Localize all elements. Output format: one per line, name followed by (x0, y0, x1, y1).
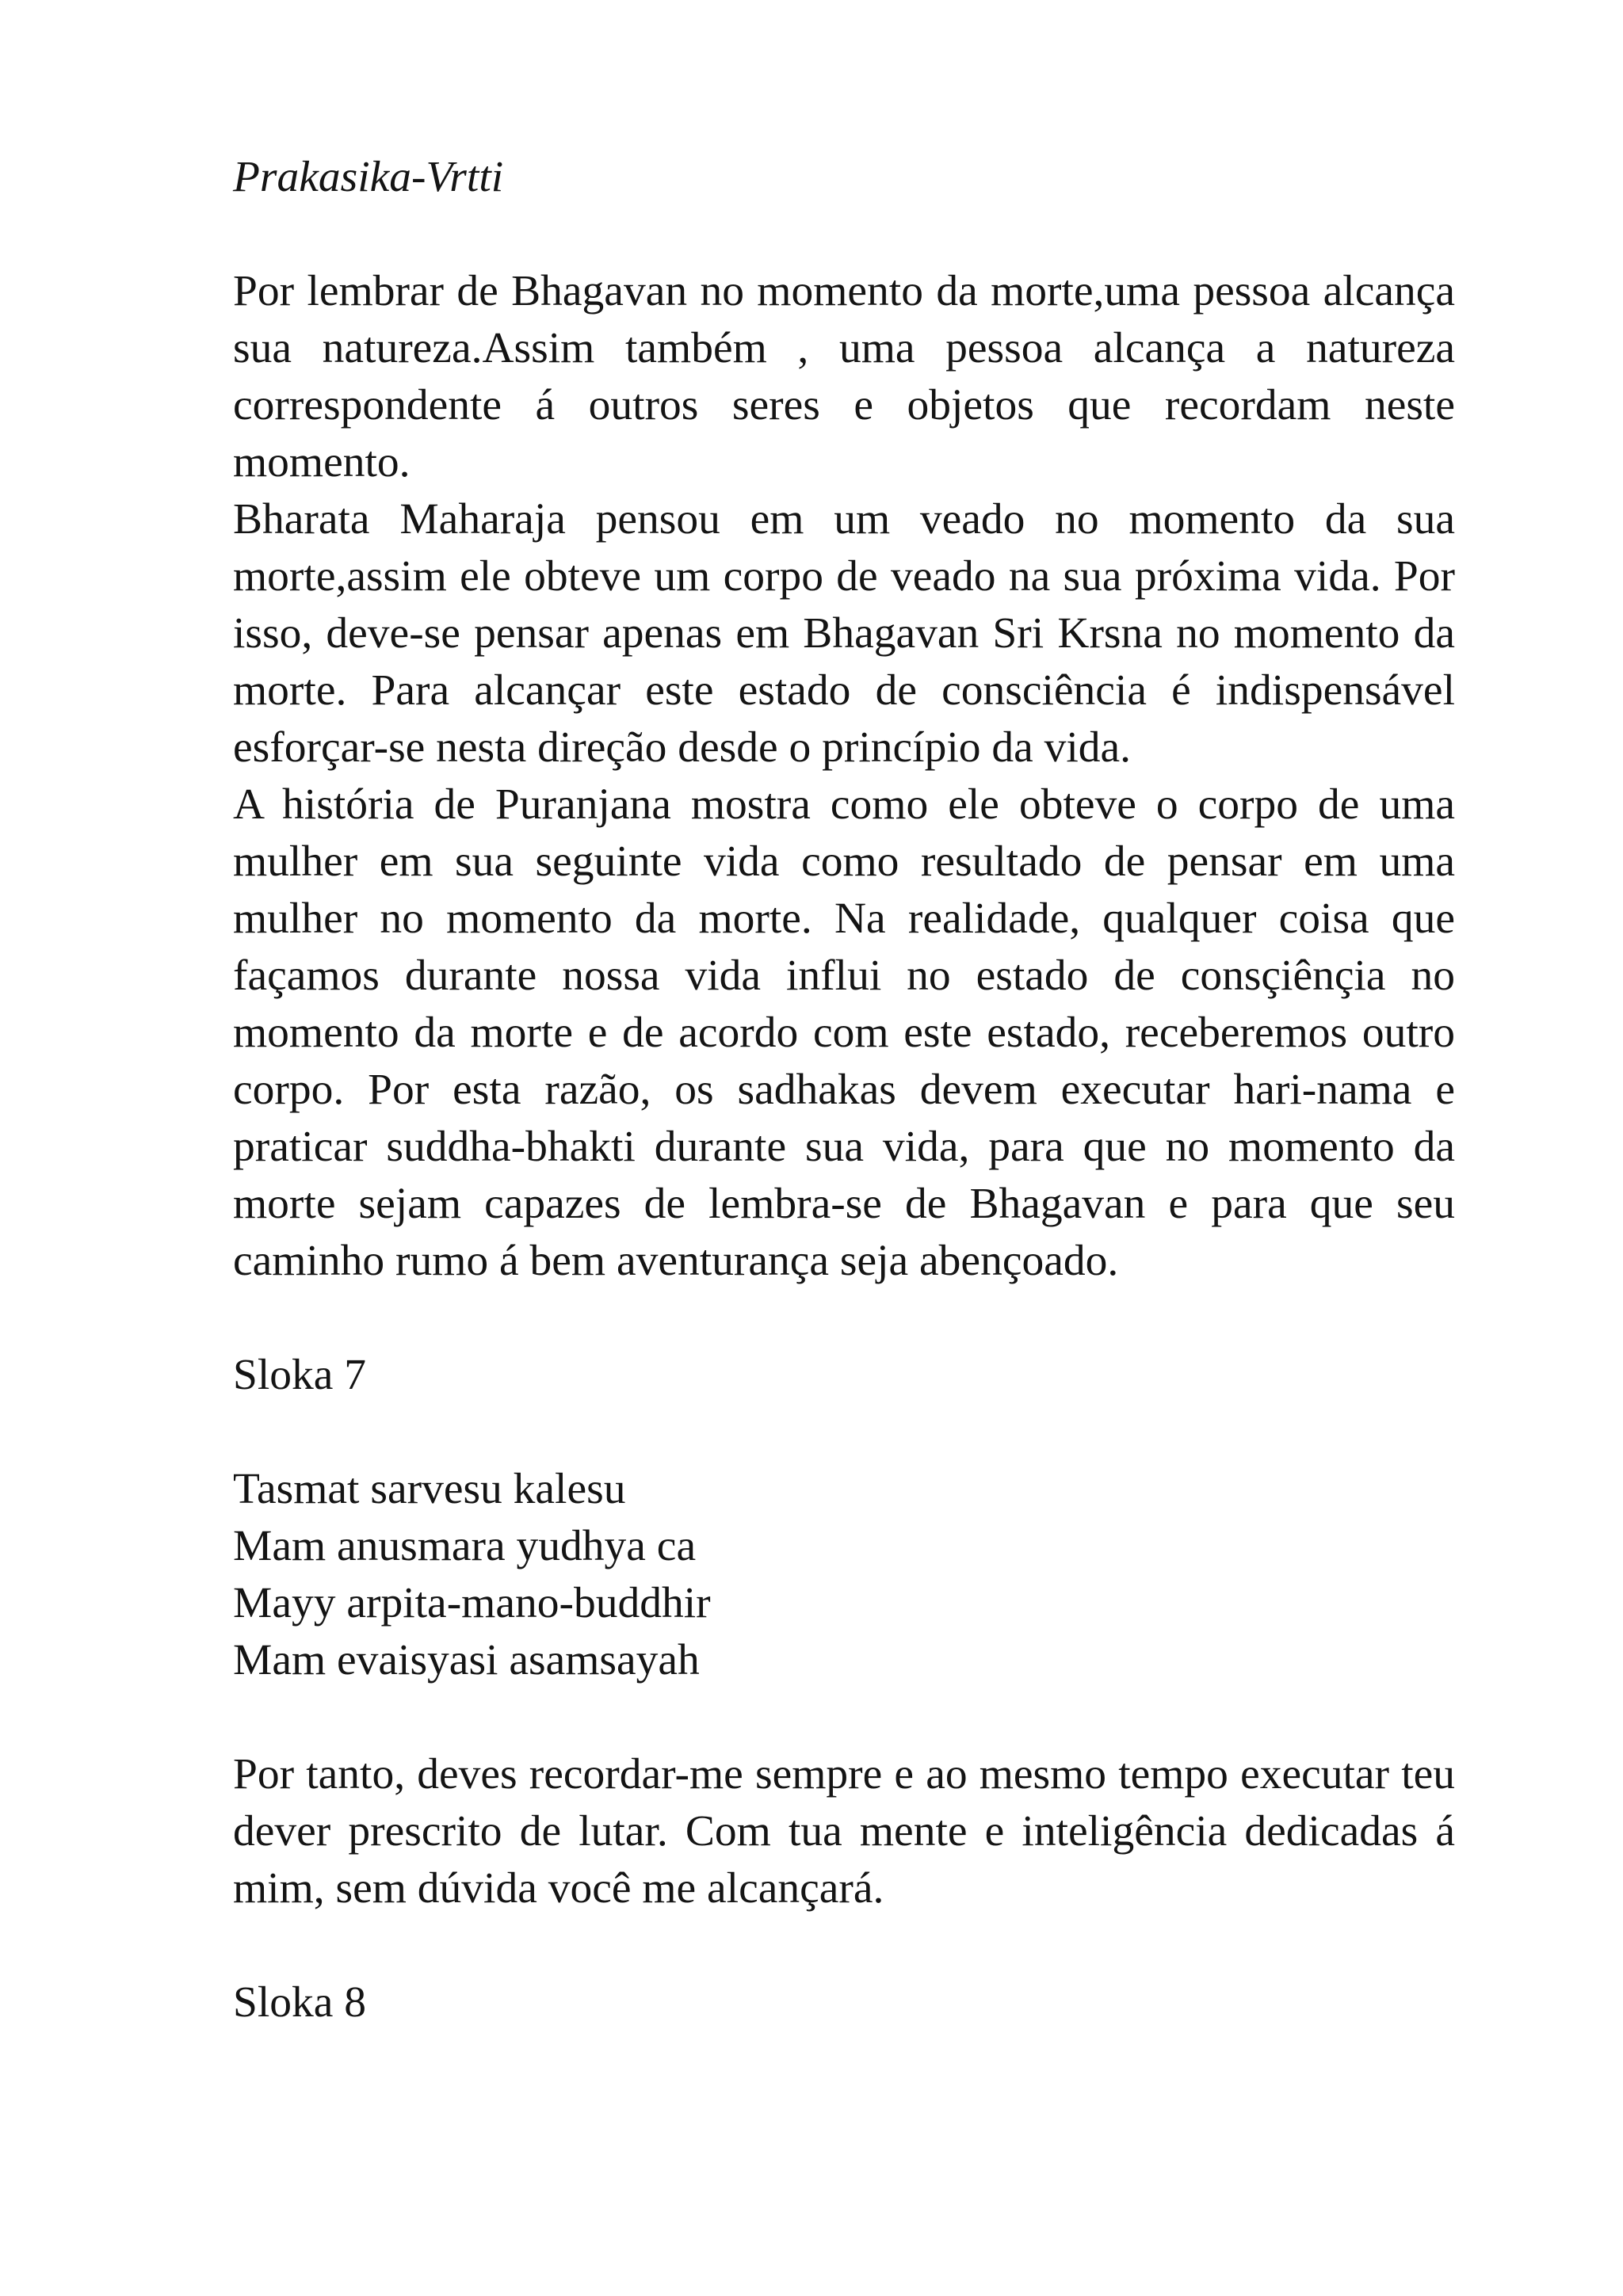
verse-line: Mayy arpita-mano-buddhir (233, 1579, 711, 1627)
sloka-7-heading: Sloka 7 (233, 1351, 367, 1399)
section-title: Prakasika-Vrtti (233, 153, 504, 201)
sloka-7-translation: Por tanto, deves recordar-me sempre e ao mesmo tempo executar teu dever prescrito de lutar. Com tua mente e inteligência dedicadas á mim, sem dúvida você me alcançará. (233, 1750, 1455, 1913)
document-page (233, 149, 1455, 2088)
sloka-7-verse (233, 1461, 1455, 1689)
commentary-paragraph-3: A história de Puranjana mostra como ele obteve o corpo de uma mulher em sua seguinte vida como resultado de pensar em uma mulher no momento da morte. Na realidade, qualquer coisa que façamos durante nossa vida influi no estado de consçiênçia no momento da morte e de acordo com este estado, receberemos outro corpo. Por esta razão, os sadhakas devem executar hari-nama e praticar suddha-bhakti durante sua vida, para que no momento da morte sejam capazes de lembra-se de Bhagavan e para que seu caminho rumo á bem aventurança seja abençoado. (233, 780, 1455, 1285)
verse-line: Mam anusmara yudhya ca (233, 1522, 697, 1570)
verse-line: Tasmat sarvesu kalesu (233, 1465, 626, 1513)
commentary-paragraph-2: Bharata Maharaja pensou em um veado no momento da sua morte,assim ele obteve um corpo de veado na sua próxima vida. Por isso, deve-se pensar apenas em Bhagavan Sri Krsna no momento da morte. Para alcançar este estado de consciência é indispensável esforçar-se nesta direção desde o princípio da vida. (233, 495, 1455, 772)
verse-line: Mam evaisyasi asamsayah (233, 1636, 700, 1684)
commentary-paragraph-1: Por lembrar de Bhagavan no momento da morte,uma pessoa alcança sua natureza.Assim também , uma pessoa alcança a natureza correspondente á outros seres e objetos que recordam neste momento. (233, 267, 1455, 486)
sloka-8-heading: Sloka 8 (233, 1978, 367, 2027)
